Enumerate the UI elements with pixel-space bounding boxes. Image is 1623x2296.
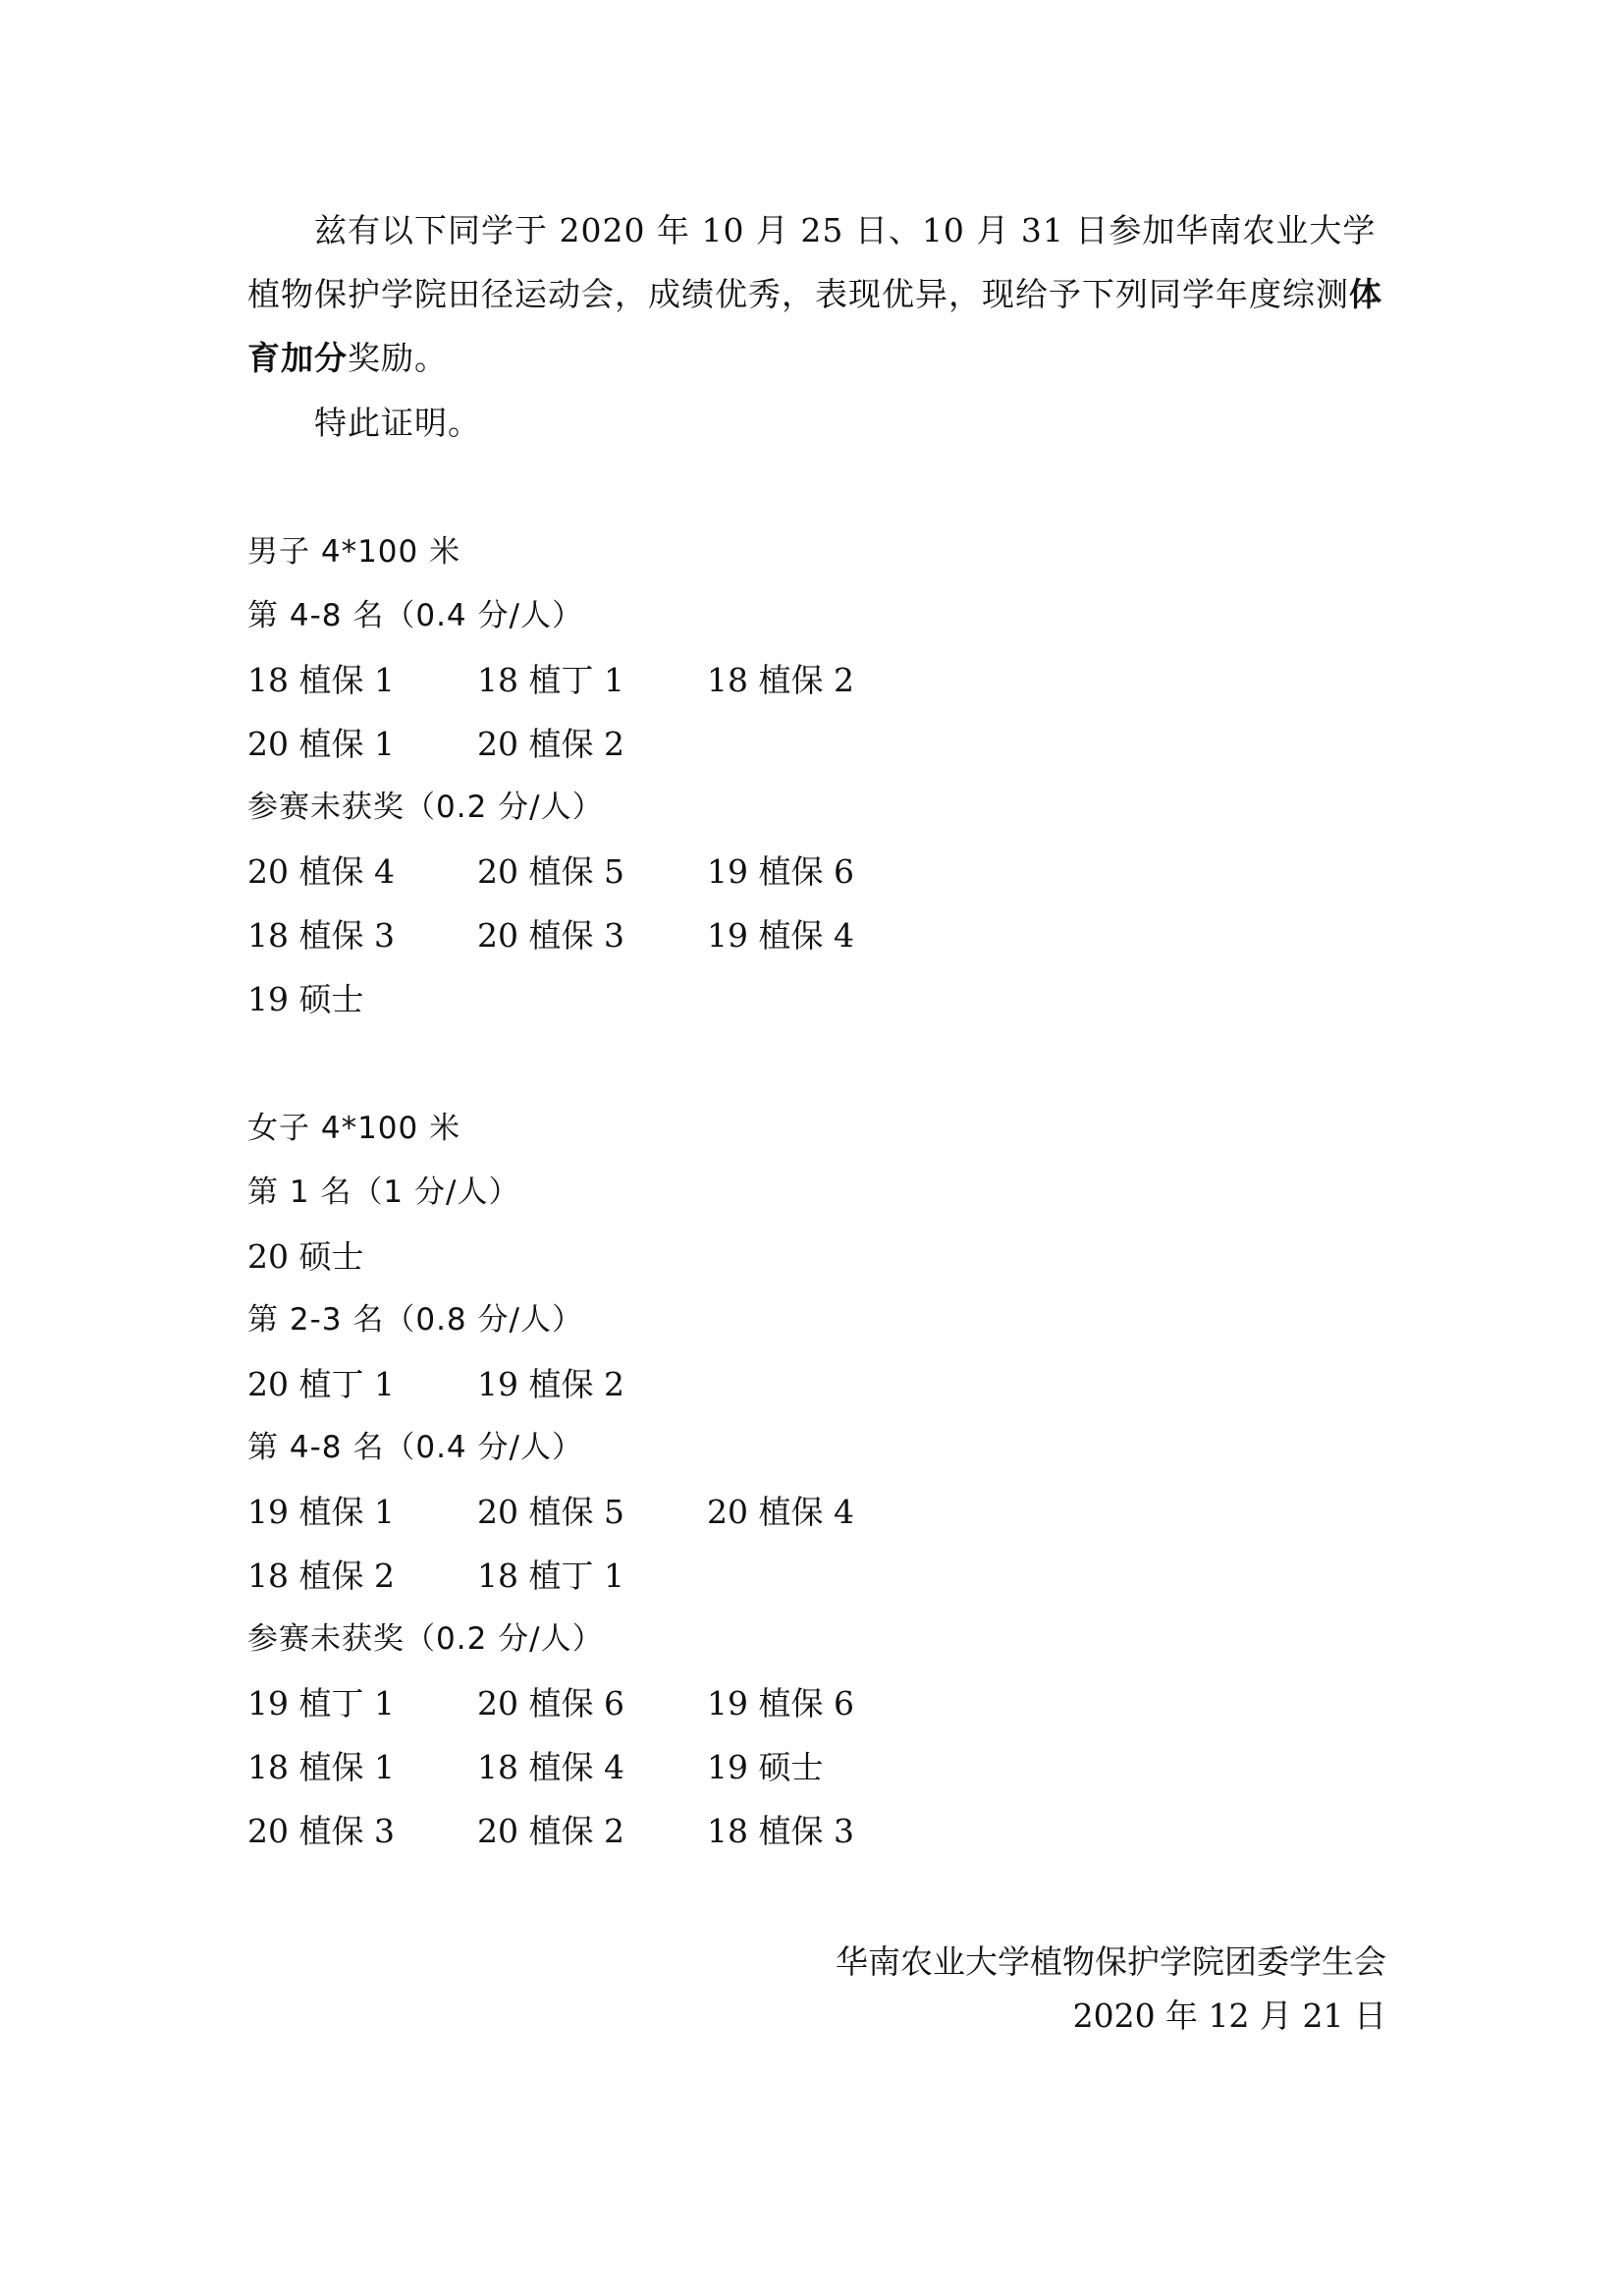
certify-line: 特此证明。 [314,404,481,442]
team-name: 18 植保 3 [247,916,395,955]
women-group-label: 第 2-3 名（0.8 分/人） [247,1302,583,1338]
signature-date: 2020 年 12 月 21 日 [1072,1996,1386,2035]
team-name: 18 植保 1 [247,1748,395,1786]
women-team-row [247,1544,1033,1608]
intro-emphasis: 体育加分 [247,275,1382,377]
team-name: 19 硕士 [707,1748,824,1786]
team-name: 19 植保 1 [247,1493,395,1531]
team-name: 20 植保 2 [477,725,624,763]
team-name: 18 植保 2 [707,661,854,699]
team-name: 20 植保 1 [247,725,395,763]
team-name: 18 植丁 1 [477,1557,624,1595]
women-team-row [247,1799,1033,1863]
men-section-title: 男子 4*100 米 [247,534,461,570]
team-name: 18 植保 4 [477,1748,624,1786]
team-name: 19 植保 6 [707,1684,854,1722]
team-name: 20 植保 5 [477,852,624,891]
team-name: 19 硕士 [247,980,364,1018]
team-name: 18 植丁 1 [477,661,624,699]
team-name: 20 植丁 1 [247,1365,395,1403]
intro-text-after: 奖励。 [348,339,448,377]
women-team-row [247,1480,1033,1544]
women-team-row [247,1352,1033,1416]
team-name: 20 植保 3 [247,1812,395,1850]
team-name: 20 植保 5 [477,1493,624,1531]
men-team-row [247,840,1033,903]
intro-text-before: 兹有以下同学于 2020 年 10 月 25 日、10 月 31 日参加华南农业大学植物保护学院田径运动会，成绩优秀，表现优异，现给予下列同学年度综测 [247,211,1377,313]
team-name: 20 植保 4 [247,852,395,891]
men-team-row [247,967,1033,1031]
women-group-label: 参赛未获奖（0.2 分/人） [247,1621,604,1657]
women-team-row [247,1735,1033,1799]
team-name: 20 植保 3 [477,916,624,955]
team-name: 20 植保 2 [477,1812,624,1850]
team-name: 19 植保 4 [707,916,854,955]
women-group-label: 第 1 名（1 分/人） [247,1175,520,1210]
team-name: 19 植保 6 [707,852,854,891]
men-team-row [247,712,1033,776]
women-section-title: 女子 4*100 米 [247,1111,461,1146]
team-name: 19 植丁 1 [247,1684,395,1722]
men-group-label: 第 4-8 名（0.4 分/人） [247,598,583,633]
team-name: 18 植保 2 [247,1557,395,1595]
team-name: 20 植保 4 [707,1493,854,1531]
men-team-row [247,648,1033,712]
men-group-label: 参赛未获奖（0.2 分/人） [247,790,604,825]
women-team-row [247,1671,1033,1735]
team-name: 20 植保 6 [477,1684,624,1722]
team-name: 19 植保 2 [477,1365,624,1403]
men-team-row [247,903,1033,967]
team-name: 20 硕士 [247,1237,364,1276]
women-team-row [247,1225,1033,1288]
signature-org: 华南农业大学植物保护学院团委学生会 [836,1942,1386,1981]
team-name: 18 植保 3 [707,1812,854,1850]
intro-paragraph [247,198,1386,390]
women-group-label: 第 4-8 名（0.4 分/人） [247,1430,583,1465]
team-name: 18 植保 1 [247,661,395,699]
